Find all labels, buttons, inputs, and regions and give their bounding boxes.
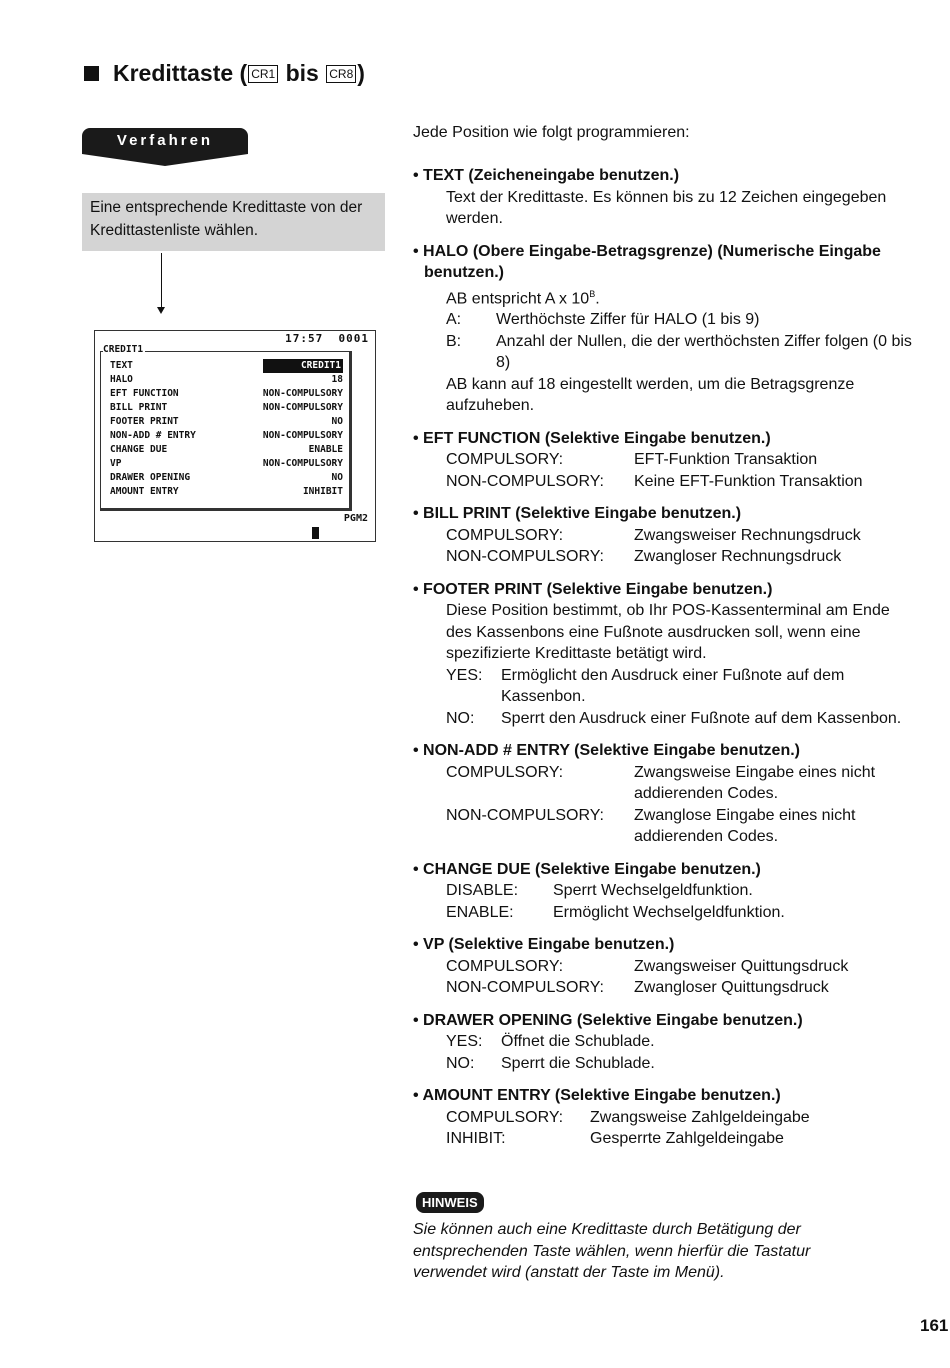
option-desc: Ermöglicht Wechselgeldfunktion. <box>553 903 785 921</box>
screen-mode: PGM2 <box>343 513 368 524</box>
section-body <box>413 956 913 999</box>
screen-row-label: TEXT <box>110 360 133 371</box>
title-mid: bis <box>279 60 326 86</box>
option-key: NON-COMPULSORY: <box>446 472 604 490</box>
page-number: 161 <box>920 1316 949 1335</box>
section-heading: • EFT FUNCTION (Selektive Eingabe benutzen.) <box>413 429 771 447</box>
screen-row-label: CHANGE DUE <box>110 444 168 455</box>
screen-row-label: DRAWER OPENING <box>110 472 191 483</box>
screen-row <box>110 401 343 415</box>
section-heading: • DRAWER OPENING (Selektive Eingabe benutzen.) <box>413 1011 803 1029</box>
screen-row-label: AMOUNT ENTRY <box>110 486 179 497</box>
option-row <box>446 331 913 374</box>
screen-row-value: NON-COMPULSORY <box>262 402 343 413</box>
display-screen <box>94 330 376 542</box>
ab-formula <box>446 284 913 310</box>
hinweis-note: Sie können auch eine Kredittaste durch Betätigung der entsprechenden Taste wählen, wenn hierfür die Tastatur verwendet wird (anstatt der Taste im Menü). <box>413 1221 811 1281</box>
option-desc: Ermöglicht den Ausdruck einer Fußnote auf dem Kassenbon. <box>501 666 845 706</box>
option-key: YES: <box>446 1033 483 1051</box>
section-change <box>413 859 913 924</box>
section-heading: • HALO (Obere Eingabe-Betragsgrenze) (Numerische Eingabe benutzen.) <box>413 242 881 281</box>
screen-row <box>110 443 343 457</box>
section-vp <box>413 934 913 999</box>
option-desc: Zwangsweiser Rechnungsdruck <box>634 526 861 544</box>
halo-note: AB kann auf 18 eingestellt werden, um die Betragsgrenze aufzuheben. <box>446 375 855 415</box>
section-body <box>413 880 913 923</box>
option-row <box>446 546 913 568</box>
section-body <box>413 600 913 729</box>
verfahren-banner: Verfahren <box>82 128 248 154</box>
option-desc: Gesperrte Zahlgeldeingabe <box>590 1130 784 1148</box>
option-desc: Sperrt die Schublade. <box>501 1054 655 1072</box>
hinweis-badge: HINWEIS <box>416 1192 484 1213</box>
screen-row-label: BILL PRINT <box>110 402 168 413</box>
screen-row <box>110 415 343 429</box>
screen-row-value: NON-COMPULSORY <box>262 458 343 469</box>
option-key: COMPULSORY: <box>446 451 564 469</box>
option-row <box>446 1128 913 1150</box>
intro-text: Jede Position wie folgt programmieren: <box>413 124 690 141</box>
ab-prefix: AB entspricht A x 10 <box>446 289 590 307</box>
option-desc: Öffnet die Schublade. <box>501 1033 655 1051</box>
screen-panel <box>100 344 352 511</box>
option-desc: Zwangloser Rechnungsdruck <box>634 548 842 566</box>
option-desc: Zwangsweiser Quittungsdruck <box>634 957 849 975</box>
ab-exponent: B <box>589 288 596 299</box>
section-heading: • AMOUNT ENTRY (Selektive Eingabe benutzen.) <box>413 1087 781 1105</box>
option-key: NON-COMPULSORY: <box>446 806 604 824</box>
section-halo <box>413 241 913 417</box>
option-key: INHIBIT: <box>446 1130 506 1148</box>
option-row <box>446 805 913 848</box>
option-desc: Zwangsweise Zahlgeldeingabe <box>590 1108 810 1126</box>
option-key: ENABLE: <box>446 903 514 921</box>
section-nonadd <box>413 740 913 848</box>
option-row <box>446 525 913 547</box>
option-row <box>446 880 913 902</box>
option-key: DISABLE: <box>446 882 519 900</box>
section-bill <box>413 503 913 568</box>
option-key: A: <box>446 311 462 329</box>
screen-row <box>110 373 343 387</box>
section-amount <box>413 1085 913 1150</box>
option-row <box>446 309 913 331</box>
section-eft <box>413 428 913 493</box>
option-key: COMPULSORY: <box>446 763 564 781</box>
section-drawer <box>413 1010 913 1075</box>
section-heading: • CHANGE DUE (Selektive Eingabe benutzen.) <box>413 860 761 878</box>
option-key: NO: <box>446 709 475 727</box>
option-row <box>446 449 913 471</box>
option-desc: Werthöchste Ziffer für HALO (1 bis 9) <box>496 311 760 329</box>
cursor-icon <box>312 527 319 539</box>
title-suffix: ) <box>357 60 365 86</box>
section-body <box>413 1031 913 1074</box>
arrow-down-icon <box>161 253 162 309</box>
option-desc: Zwanglose Eingabe eines nicht addierenden Codes. <box>634 806 856 846</box>
section-body <box>413 762 913 848</box>
screen-row-label: NON-ADD # ENTRY <box>110 430 196 441</box>
option-desc: Zwangsweise Eingabe eines nicht addierenden Codes. <box>634 763 876 803</box>
option-key: COMPULSORY: <box>446 1108 564 1126</box>
screen-row-label: FOOTER PRINT <box>110 416 179 427</box>
option-key: B: <box>446 332 462 350</box>
screen-row <box>110 471 343 485</box>
option-row <box>446 708 913 730</box>
footer-desc: Diese Position bestimmt, ob Ihr POS-Kassenterminal am Ende des Kassenbons eine Fußnote ausdrucken soll, wenn eine spezifizierte Kredittaste betätigt wird. <box>446 602 890 663</box>
cr1-key-label: CR1 <box>248 65 278 83</box>
title-prefix: Kredittaste ( <box>113 60 248 86</box>
option-row <box>446 762 913 805</box>
verfahren-banner-tip <box>82 154 248 166</box>
section-heading: • TEXT (Zeicheneingabe benutzen.) <box>413 167 680 184</box>
screen-row-value: INHIBIT <box>302 486 343 497</box>
section-heading: • FOOTER PRINT (Selektive Eingabe benutzen.) <box>413 580 773 598</box>
cr8-key-label: CR8 <box>326 65 356 83</box>
option-key: YES: <box>446 666 483 684</box>
option-key: COMPULSORY: <box>446 526 564 544</box>
screen-row-value: NO <box>331 416 343 427</box>
screen-time <box>285 332 369 345</box>
screen-row-label: VP <box>110 458 122 469</box>
option-row <box>446 1107 913 1129</box>
screen-header: CREDIT1 <box>103 344 144 355</box>
screen-counter: 0001 <box>338 332 369 345</box>
section-body <box>413 284 913 417</box>
option-desc: Zwangloser Quittungsdruck <box>634 979 829 997</box>
option-key: NO: <box>446 1054 475 1072</box>
screen-row-value: NON-COMPULSORY <box>262 388 343 399</box>
screen-row-label: EFT FUNCTION <box>110 388 179 399</box>
section-footer <box>413 579 913 730</box>
screen-row-value: NO <box>331 472 343 483</box>
section-heading: • BILL PRINT (Selektive Eingabe benutzen.) <box>413 505 742 523</box>
section-body: Text der Kredittaste. Es können bis zu 12 Zeichen eingegeben werden. <box>446 188 887 227</box>
screen-row-value: 18 <box>331 374 343 385</box>
option-key: COMPULSORY: <box>446 957 564 975</box>
screen-clock: 17:57 <box>285 332 324 345</box>
screen-row-value: NON-COMPULSORY <box>262 430 343 441</box>
screen-row-label: HALO <box>110 374 133 385</box>
section-body <box>413 525 913 568</box>
option-row <box>446 956 913 978</box>
screen-row <box>110 387 343 401</box>
item-list <box>413 165 913 1161</box>
option-row <box>446 665 913 708</box>
option-row <box>446 977 913 999</box>
option-row <box>446 471 913 493</box>
section-heading: • NON-ADD # ENTRY (Selektive Eingabe benutzen.) <box>413 742 800 760</box>
option-desc: EFT-Funktion Transaktion <box>634 451 818 469</box>
section-text <box>413 165 913 230</box>
screen-row-value: ENABLE <box>308 444 343 455</box>
page-title <box>84 60 365 87</box>
option-desc: Anzahl der Nullen, die der werthöchsten Ziffer folgen (0 bis 8) <box>496 332 912 372</box>
screen-row-value: CREDIT1 <box>263 359 343 373</box>
step-box: Eine entsprechende Kredittaste von der Kredittastenliste wählen. <box>82 193 385 251</box>
option-row <box>446 1031 913 1053</box>
option-row <box>446 902 913 924</box>
option-key: NON-COMPULSORY: <box>446 548 604 566</box>
screen-row <box>110 485 343 499</box>
section-body <box>413 449 913 492</box>
ab-suffix: . <box>595 289 600 307</box>
section-heading: • VP (Selektive Eingabe benutzen.) <box>413 936 675 954</box>
screen-row <box>110 457 343 471</box>
arrow-head-icon <box>157 307 165 314</box>
section-body <box>413 1107 913 1150</box>
option-desc: Keine EFT-Funktion Transaktion <box>634 472 863 490</box>
option-desc: Sperrt den Ausdruck einer Fußnote auf dem Kassenbon. <box>501 709 902 727</box>
screen-row <box>110 429 343 443</box>
screen-row <box>110 359 343 373</box>
option-row <box>446 1053 913 1075</box>
option-key: NON-COMPULSORY: <box>446 979 604 997</box>
option-desc: Sperrt Wechselgeldfunktion. <box>553 882 753 900</box>
square-bullet-icon <box>84 66 99 81</box>
